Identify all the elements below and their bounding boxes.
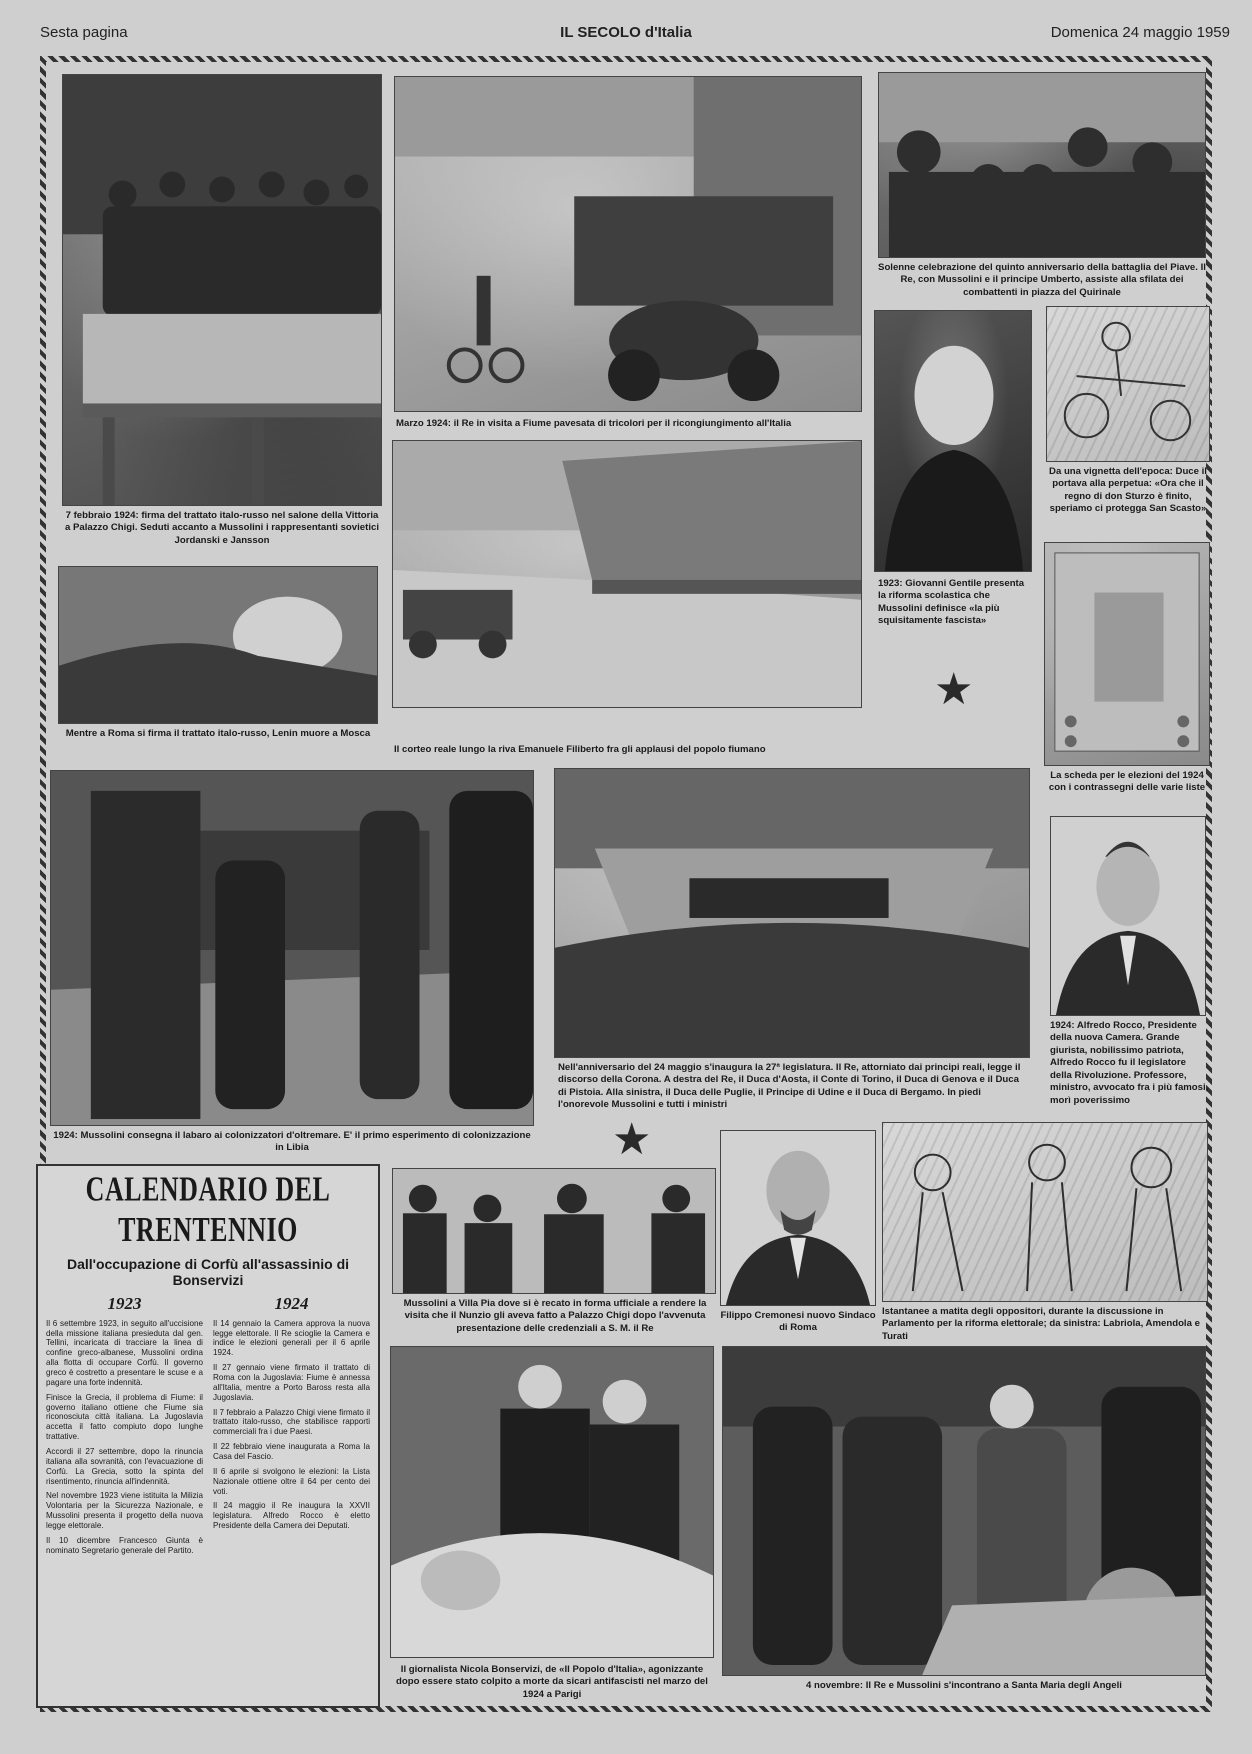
photo-piave-anniversary: [878, 72, 1206, 258]
star-icon: ★: [934, 664, 974, 715]
calendar-column-1: [46, 1292, 203, 1561]
issue-date: Domenica 24 maggio 1959: [1050, 24, 1230, 41]
calendar-entry: Finisce la Grecia, il problema di Fiume: il governo italiano ottiene che Fiume sia riconosciuta città italiana. La Jugoslavia accetta il fatto compiuto dopo lunghe trattative.: [46, 1392, 203, 1442]
photo-king-mussolini-meeting: [722, 1346, 1206, 1676]
photo-royal-procession: [392, 440, 862, 708]
caption-villa-pia: Mussolini a Villa Pia dove si è recato in forma ufficiale a rendere la visita che il Nunzio gli aveva fatto a Palazzo Chigi dopo l'avvenuta presentazione delle credenziali a S. M. il Re: [403, 1298, 707, 1334]
caption-fiume: Marzo 1924: il Re in visita a Fiume pavesata di tricolori per il ricongiungimento all'Italia: [396, 418, 792, 429]
masthead: IL SECOLO d'Italia: [560, 24, 692, 41]
calendar-year-1924: 1924: [274, 1294, 309, 1313]
calendar-year-1923: 1923: [107, 1294, 142, 1313]
caption-gentile: 1923: Giovanni Gentile presenta la riforma scolastica che Mussolini definisce «la più squisitamente fascista»: [878, 578, 1025, 627]
calendar-entry: Accordi il 27 settembre, dopo la rinuncia italiana alla sovranità, con l'evacuazione di Corfù. La Grecia, sotto la spinta del risentimento, rinuncia all'indennità.: [46, 1447, 203, 1486]
ballot-1924: [1044, 542, 1210, 766]
photo-legislature-opening: [554, 768, 1030, 1058]
portrait-filippo-cremonesi: [720, 1130, 876, 1306]
caption-bonservizi: Il giornalista Nicola Bonservizi, de «Il Popolo d'Italia», agonizzante dopo essere stato colpito a morte da sicari antifascisti nel marzo del 1924 a Parigi: [396, 1664, 708, 1700]
photo-colonizers-banner: [50, 770, 534, 1126]
calendar-entry: Nel novembre 1923 viene istituita la Milizia Volontaria per la Sicurezza Nazionale, e Mussolini presenta il progetto della nuova legge elettorale.: [46, 1491, 203, 1531]
caption-piave: Solenne celebrazione del quinto anniversario della battaglia del Piave. Il Re, con Mussolini e il principe Umberto, assiste alla sfilata dei combattenti in piazza del Quirinale: [878, 262, 1206, 298]
photo-bonservizi: [390, 1346, 714, 1658]
caption-legislatura: Nell'anniversario del 24 maggio s'inaugura la 27ª legislatura. Il Re, attorniato dai principi reali, legge il discorso della Corona. A destra del Re, il Duca d'Aosta, il Conte di Torino, il Duca di Genova e il Duca di Pistoia. Alla sinistra, il Duca delle Puglie, il Principe di Udine e il Duca di Bergamo. In piedi l'onorevole Mussolini e tutti i ministri: [558, 1062, 1021, 1111]
caption-cremonesi: Filippo Cremonesi nuovo Sindaco di Roma: [720, 1310, 876, 1334]
calendar-entry: Il 6 settembre 1923, in seguito all'uccisione della missione italiana presieduta dal gen. Tellini, incaricata di tracciare la linea di confine greco-albanese, Mussolini ordina alla flotta di occupare Corfù. Il governo greco è costretto a presentare le scuse e a pagare una forte indennità.: [46, 1318, 203, 1387]
sketches-opposition: [882, 1122, 1208, 1302]
page-label: Sesta pagina: [40, 24, 128, 41]
photo-fiume-visit: [394, 76, 862, 412]
calendar-entry: Il 27 gennaio viene firmato il trattato di Roma con la Jugoslavia: Fiume è annessa all'Italia, mentre a Porto Baross resta alla Jugoslavia.: [213, 1363, 370, 1402]
calendar-entry: Il 14 gennaio la Camera approva la nuova legge elettorale. Il Re scioglie la Camera e indice le elezioni generali per il 6 aprile 1924.: [213, 1318, 370, 1358]
photo-treaty-signing: [62, 74, 382, 506]
caption-scheda: La scheda per le elezioni del 1924 con i contrassegni delle varie liste: [1048, 770, 1206, 794]
calendar-entry: Il 22 febbraio viene inaugurata a Roma la Casa del Fascio.: [213, 1442, 370, 1462]
caption-colonizzatori: 1924: Mussolini consegna il labaro ai colonizzatori d'oltremare. E' il primo esperimento di colonizzazione in Libia: [53, 1130, 531, 1154]
photo-gentile: [874, 310, 1032, 572]
calendar-entry: Il 7 febbraio a Palazzo Chigi viene firmato il trattato italo-russo, che stabilisce rapporti commerciali fra i due Paesi.: [213, 1407, 370, 1437]
calendar-entry: Il 10 dicembre Francesco Giunta è nominato Segretario generale del Partito.: [46, 1535, 203, 1555]
caption-schizzi: Istantanee a matita degli oppositori, durante la discussione in Parlamento per la riforma elettorale; da sinistra: Labriola, Amendola e Turati: [882, 1306, 1200, 1342]
calendar-box: [36, 1164, 380, 1708]
star-icon-2: ★: [612, 1114, 652, 1165]
cartoon-vignette: [1046, 306, 1210, 462]
calendar-subtitle: Dall'occupazione di Corfù all'assassinio di Bonservizi: [66, 1256, 350, 1288]
caption-vignetta: Da una vignetta dell'epoca: Duce il portava alla perpetua: «Ora che il regno di don Sturzo è finito, speriamo ci protegga San Scasto»: [1049, 466, 1207, 515]
caption-corteo: Il corteo reale lungo la riva Emanuele Filiberto fra gli applausi del popolo fiumano: [394, 744, 766, 755]
caption-treaty: 7 febbraio 1924: firma del trattato italo-russo nel salone della Vittoria a Palazzo Chigi. Seduti accanto a Mussolini i rappresentanti sovietici Jordanski e Jansson: [64, 510, 379, 546]
caption-novembre: 4 novembre: Il Re e Mussolini s'incontrano a Santa Maria degli Angeli: [806, 1680, 1122, 1691]
photo-lenin-funeral: [58, 566, 378, 724]
photo-villa-pia: [392, 1168, 716, 1294]
caption-lenin: Mentre a Roma si firma il trattato italo-russo, Lenin muore a Mosca: [65, 728, 371, 739]
calendar-column-2: [213, 1292, 370, 1561]
calendar-entry: Il 24 maggio il Re inaugura la XXVII legislatura. Alfredo Rocco è eletto Presidente della Camera dei Deputati.: [213, 1501, 370, 1531]
calendar-entry: Il 6 aprile si svolgono le elezioni: la Lista Nazionale ottiene oltre il 64 per cento dei voti.: [213, 1466, 370, 1496]
calendar-title: CALENDARIO DEL TRENTENNIO: [85, 1169, 331, 1250]
caption-rocco: 1924: Alfredo Rocco, Presidente della nuova Camera. Grande giurista, nobilissimo patriota, Alfredo Rocco fu il legislatore della Rivoluzione. Professore, ministro, avvocato fra i più famosi, morì poverissimo: [1050, 1020, 1209, 1106]
portrait-alfredo-rocco: [1050, 816, 1206, 1016]
